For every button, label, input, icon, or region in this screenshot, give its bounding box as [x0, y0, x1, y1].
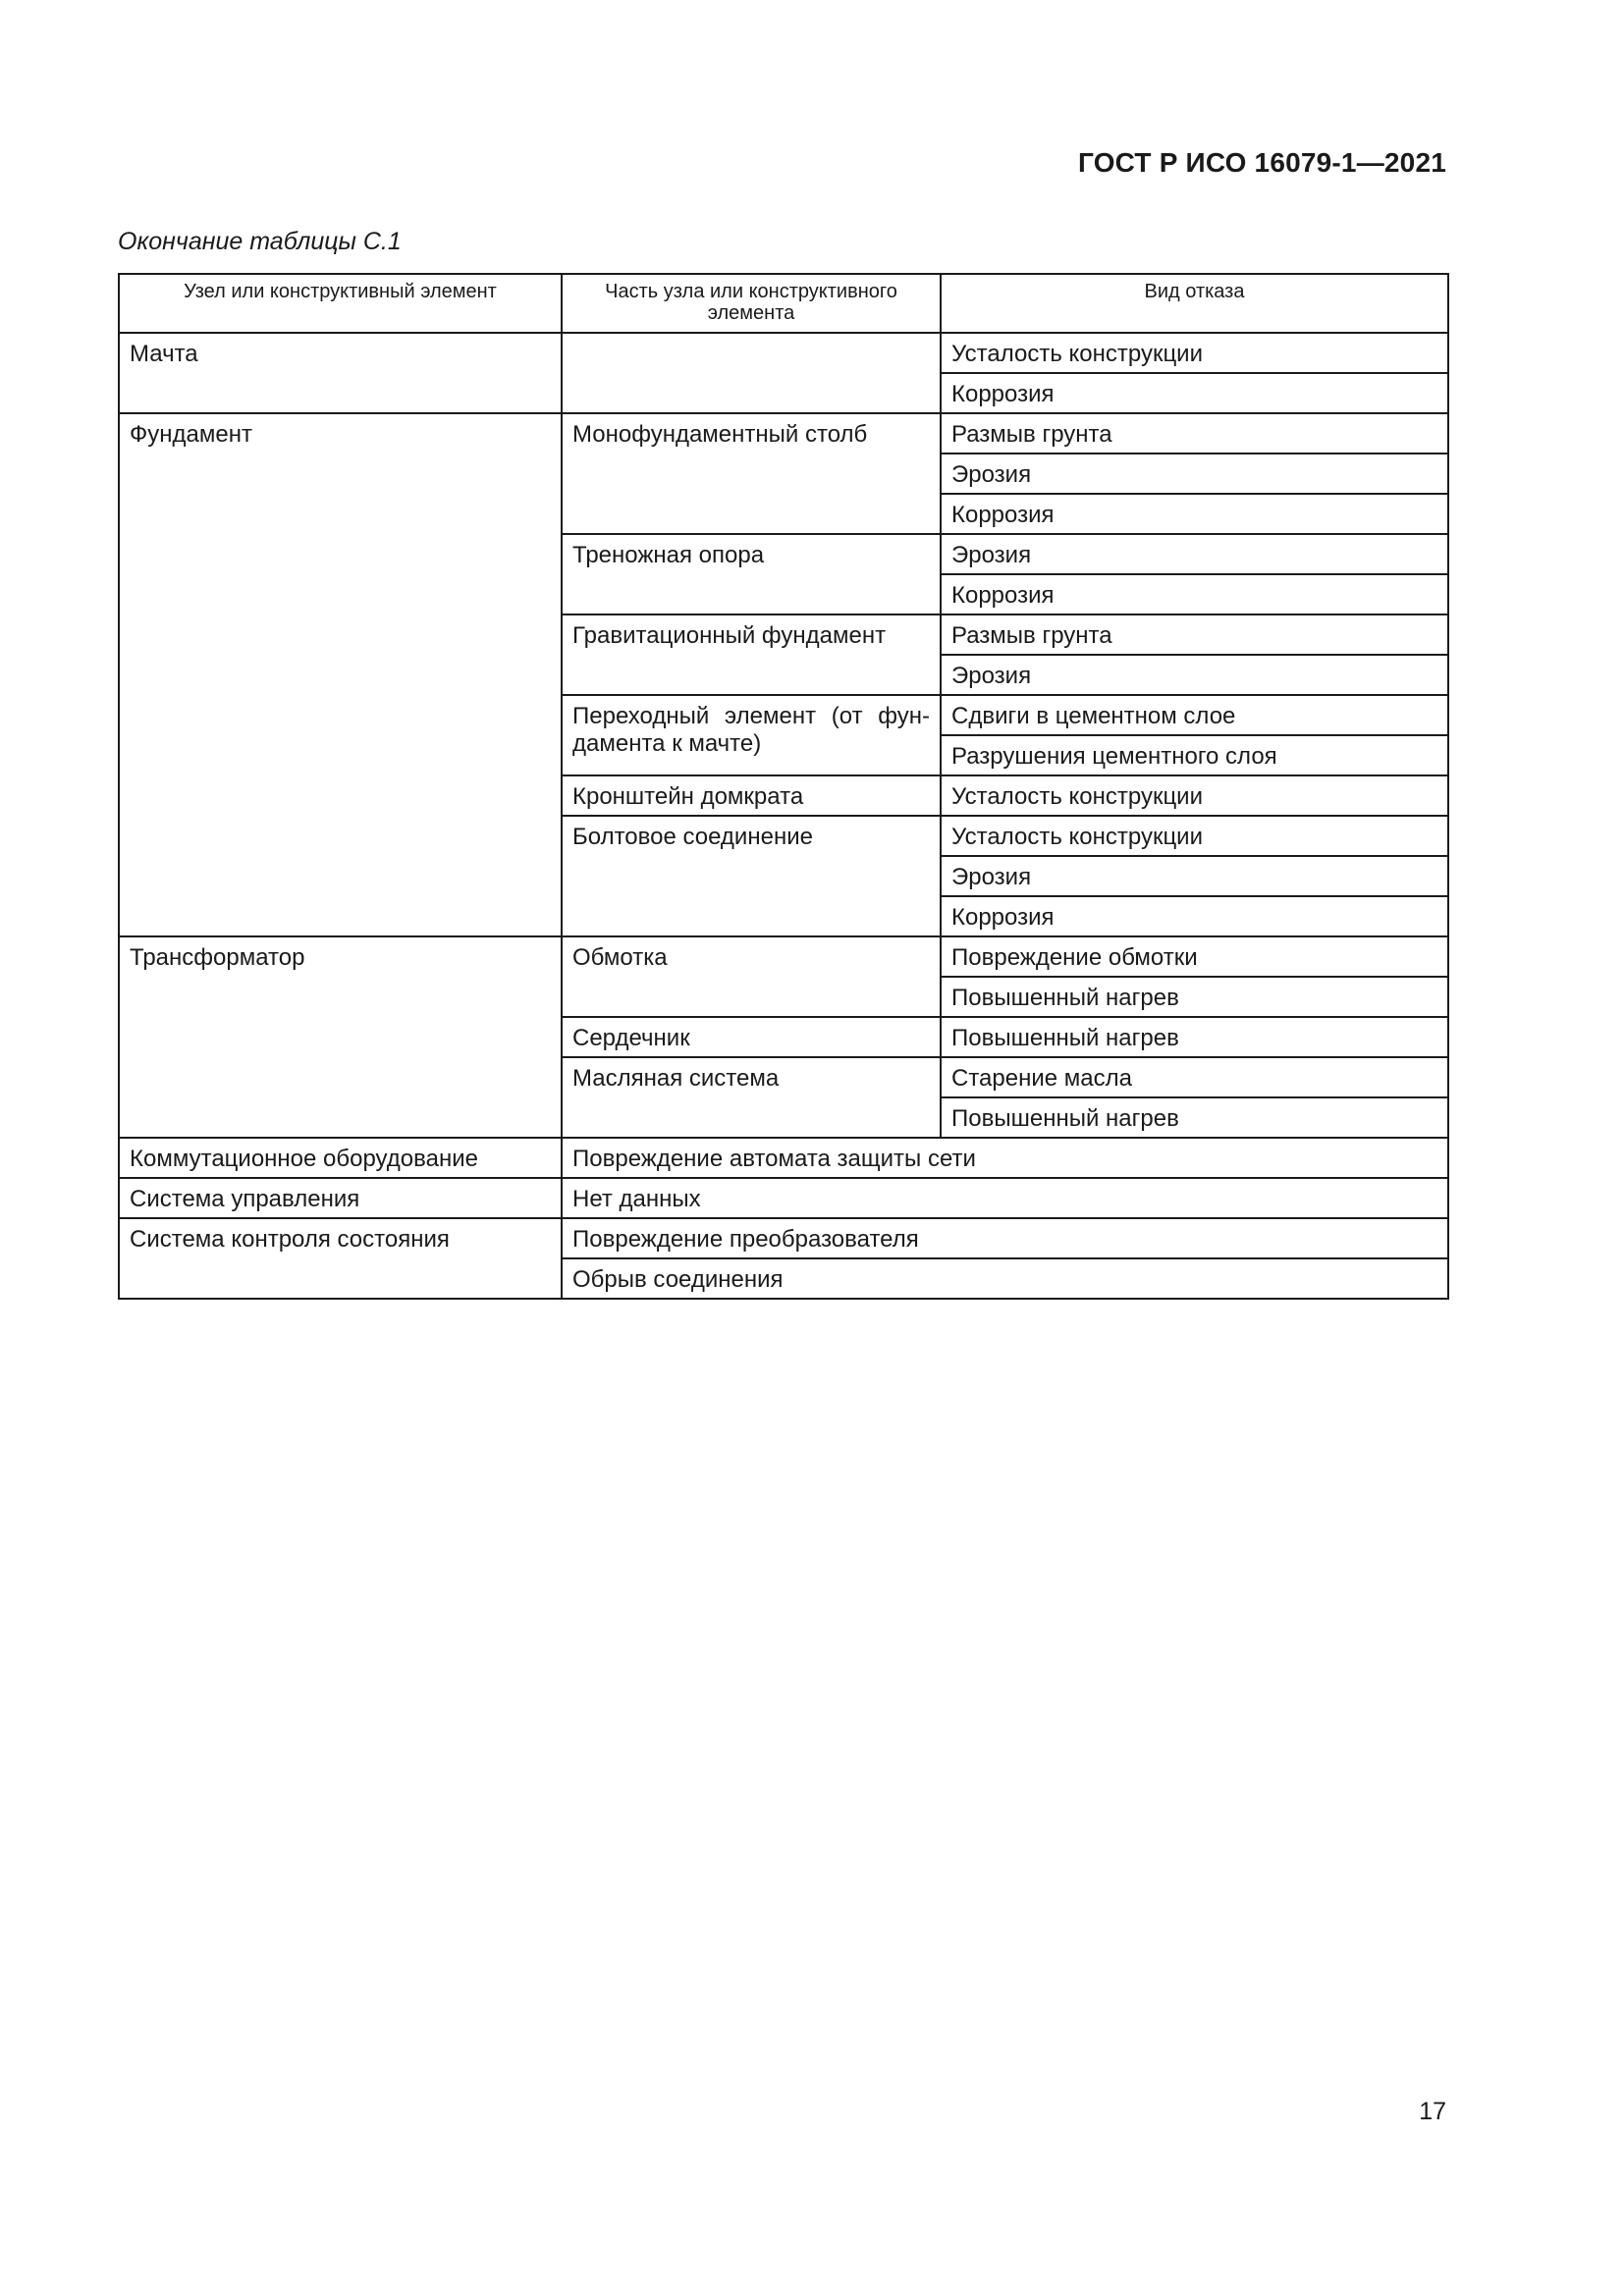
failure-cell: Усталость конструкции	[941, 333, 1448, 373]
assembly-cell: Система контроля состояния	[119, 1218, 562, 1299]
merged-failure-cell: Нет данных	[562, 1178, 1448, 1218]
table-row	[119, 413, 1448, 454]
column-header-assembly: Узел или конструктивный элемент	[119, 274, 562, 333]
part-cell: Обмотка	[562, 936, 941, 1017]
assembly-cell: Коммутационное оборудование	[119, 1138, 562, 1178]
assembly-cell: Система управления	[119, 1178, 562, 1218]
failure-cell: Коррозия	[941, 373, 1448, 413]
document-header: ГОСТ Р ИСО 16079-1—2021	[1078, 147, 1446, 178]
table-row	[119, 1138, 1448, 1178]
assembly-cell: Трансформатор	[119, 936, 562, 1138]
part-cell: Кронштейн домкрата	[562, 775, 941, 816]
failure-cell: Эрозия	[941, 856, 1448, 896]
failure-cell: Сдвиги в цементном слое	[941, 695, 1448, 735]
part-cell: Гравитационный фундамент	[562, 614, 941, 695]
page-number: 17	[1419, 2098, 1446, 2125]
failure-cell: Размыв грунта	[941, 413, 1448, 454]
assembly-cell: Фундамент	[119, 413, 562, 936]
failure-cell: Повреждение обмотки	[941, 936, 1448, 977]
column-header-failure: Вид отказа	[941, 274, 1448, 333]
failure-cell: Эрозия	[941, 534, 1448, 574]
merged-failure-cell: Повреждение автомата защиты сети	[562, 1138, 1448, 1178]
failure-cell: Эрозия	[941, 655, 1448, 695]
table-body	[119, 333, 1448, 1299]
header-row	[119, 274, 1448, 333]
failure-cell: Размыв грунта	[941, 614, 1448, 655]
part-cell	[562, 333, 941, 413]
part-cell: Переходный элемент (от фун-дамента к мачте)	[562, 695, 941, 775]
failure-cell: Коррозия	[941, 574, 1448, 614]
table-row	[119, 1218, 1448, 1258]
failure-cell: Повышенный нагрев	[941, 1097, 1448, 1138]
column-header-part: Часть узла или конструктивного элемента	[562, 274, 941, 333]
table-row	[119, 1178, 1448, 1218]
failure-cell: Коррозия	[941, 896, 1448, 936]
failure-modes-table	[118, 273, 1449, 1300]
table-header	[119, 274, 1448, 333]
failure-cell: Коррозия	[941, 494, 1448, 534]
failure-cell: Усталость конструкции	[941, 775, 1448, 816]
part-cell: Болтовое соединение	[562, 816, 941, 936]
failure-cell: Повышенный нагрев	[941, 977, 1448, 1017]
failure-cell: Повышенный нагрев	[941, 1017, 1448, 1057]
table-row	[119, 936, 1448, 977]
assembly-cell: Мачта	[119, 333, 562, 413]
part-cell: Сердечник	[562, 1017, 941, 1057]
failure-cell: Разрушения цементного слоя	[941, 735, 1448, 775]
table-row	[119, 333, 1448, 373]
failure-cell: Эрозия	[941, 454, 1448, 494]
part-cell: Масляная система	[562, 1057, 941, 1138]
merged-failure-cell: Повреждение преобразователя	[562, 1218, 1448, 1258]
merged-failure-cell: Обрыв соединения	[562, 1258, 1448, 1299]
table-caption: Окончание таблицы С.1	[118, 228, 402, 255]
part-cell: Треножная опора	[562, 534, 941, 614]
failure-cell: Старение масла	[941, 1057, 1448, 1097]
part-cell: Монофундаментный столб	[562, 413, 941, 534]
failure-cell: Усталость конструкции	[941, 816, 1448, 856]
